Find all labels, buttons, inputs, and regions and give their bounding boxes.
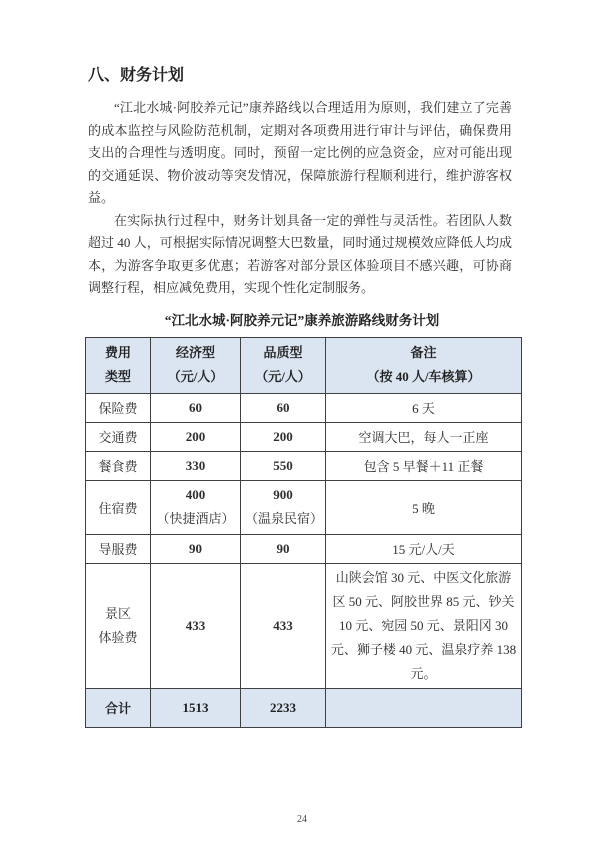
quality-value-cell: 90	[241, 534, 326, 563]
header-line: 类型	[104, 369, 131, 384]
economy-value-cell: 433	[151, 563, 241, 688]
note-cell: 空调大巴，每人一正座	[326, 422, 522, 451]
fee-type-cell: 保险费	[86, 393, 151, 422]
table-row-meals	[86, 451, 522, 480]
total-quality-cell: 2233	[241, 688, 326, 727]
quality-value-cell: 60	[241, 393, 326, 422]
quality-value-cell	[241, 480, 326, 534]
note-cell: 5 晚	[326, 480, 522, 534]
total-label-cell: 合计	[86, 688, 151, 727]
value-subline: （快捷酒店）	[156, 511, 235, 526]
header-line: 经济型	[175, 345, 215, 360]
note-cell: 山陕会馆 30 元、中医文化旅游区 50 元、阿胶世界 85 元、钞关 10 元、宛园 50 元、景阳冈 30 元、狮子楼 40 元、温泉疗养 138 元。	[326, 563, 522, 688]
finance-plan-table	[85, 337, 522, 728]
value-line: 400	[185, 487, 206, 502]
economy-value-cell: 330	[151, 451, 241, 480]
header-line: 备注	[410, 345, 437, 360]
label-line: 景区	[104, 605, 131, 621]
economy-value-cell: 90	[151, 534, 241, 563]
economy-value-cell: 200	[151, 422, 241, 451]
header-note	[326, 337, 522, 393]
economy-value-cell: 60	[151, 393, 241, 422]
header-fee-type	[86, 337, 151, 393]
fee-type-cell: 交通费	[86, 422, 151, 451]
header-economy	[151, 337, 241, 393]
section-heading: 八、财务计划	[88, 67, 185, 84]
table-title: “江北水城·阿胶养元记”康养旅游路线财务计划	[164, 312, 440, 328]
value-line: 900	[273, 487, 293, 502]
header-quality	[241, 337, 326, 393]
table-row-attractions	[86, 563, 522, 688]
table-header-row	[86, 337, 522, 393]
table-row-insurance	[86, 393, 522, 422]
table-row-guide	[86, 534, 522, 563]
table-row-lodging	[86, 480, 522, 534]
page-number: 24	[297, 813, 307, 825]
economy-value-cell	[151, 480, 241, 534]
fee-type-cell: 住宿费	[86, 480, 151, 534]
fee-type-cell: 导服费	[86, 534, 151, 563]
header-line: 费用	[104, 345, 131, 360]
fee-type-cell	[86, 563, 151, 688]
table-row-total	[86, 688, 522, 727]
quality-value-cell: 200	[241, 422, 326, 451]
header-line: （元/人）	[255, 369, 311, 384]
paragraph-cost-control: “江北水城·阿胶养元记”康养路线以合理适用为原则，我们建立了完善的成本监控与风险防范机制，定期对各项费用进行审计与评估，确保费用支出的合理性与透明度。同时，预留一定比例的应急资金，应对可能出现的交通延误、物价波动等突发情况，保障旅游行程顺利进行，维护游客权益。	[88, 100, 512, 205]
table-row-transport	[86, 422, 522, 451]
paragraph-flexibility: 在实际执行过程中，财务计划具备一定的弹性与灵活性。若团队人数超过 40 人，可根据实际情况调整大巴数量，同时通过规模效应降低人均成本，为游客争取更多优惠；若游客对部分景区体验项目不感兴趣，可协商调整行程，相应减免费用，实现个性化定制服务。	[88, 212, 512, 295]
quality-value-cell: 550	[241, 451, 326, 480]
quality-value-cell: 433	[241, 563, 326, 688]
total-note-cell	[326, 688, 522, 727]
header-line: （按 40 人/车核算）	[366, 369, 481, 384]
header-line: （元/人）	[167, 369, 224, 384]
note-cell: 15 元/人/天	[326, 534, 522, 563]
note-cell: 包含 5 早餐＋11 正餐	[326, 451, 522, 480]
header-line: 品质型	[263, 345, 303, 360]
total-economy-cell: 1513	[151, 688, 241, 727]
fee-type-cell: 餐食费	[86, 451, 151, 480]
note-cell: 6 天	[326, 393, 522, 422]
label-line: 体验费	[98, 629, 138, 645]
value-subline: （温泉民宿）	[245, 511, 324, 526]
